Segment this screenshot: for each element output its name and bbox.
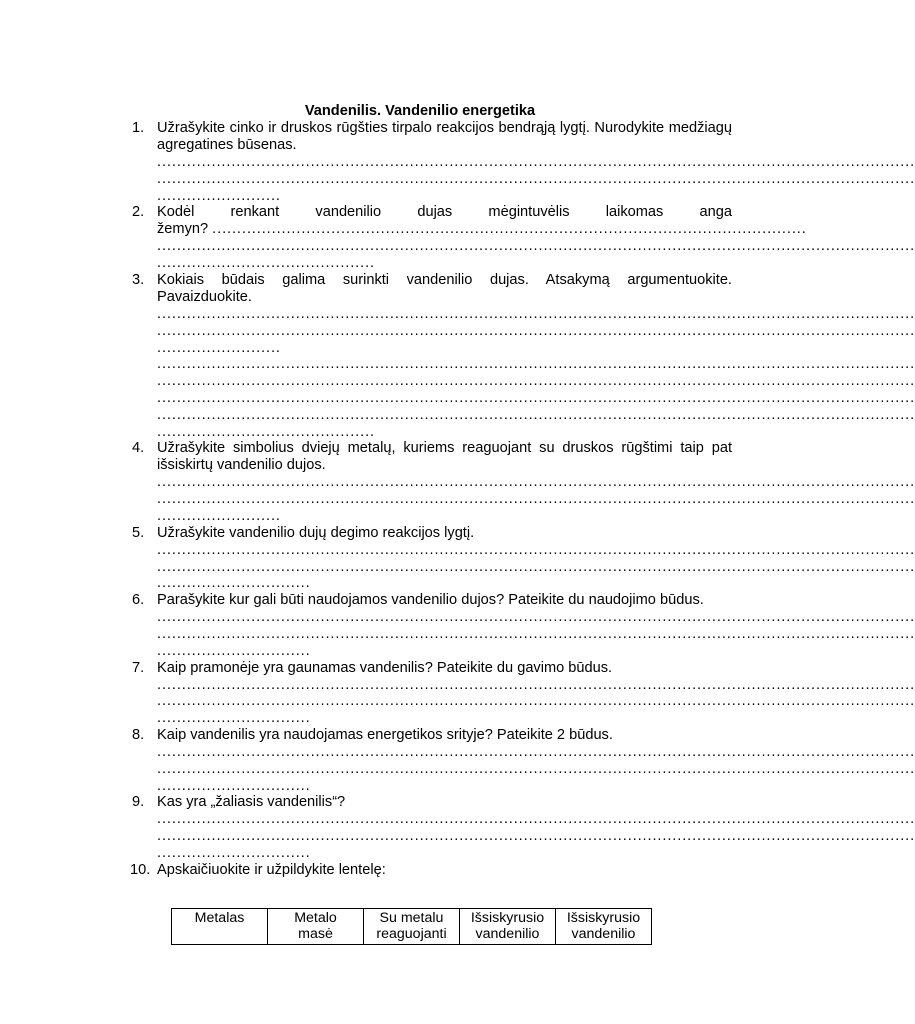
answer-line[interactable]: ......................................................................................................................................................... <box>157 170 915 187</box>
answer-line[interactable]: ......................................................................................................................................................... <box>157 389 915 406</box>
question-5 <box>132 524 915 592</box>
question-number: 2. <box>132 204 145 221</box>
answer-line[interactable]: ......................................................................................................................................................... <box>157 609 915 626</box>
answer-line[interactable]: ......................................................................................................................................................... <box>157 811 915 828</box>
question-number: 10. <box>130 861 151 878</box>
answer-line[interactable]: ......................................................................................................................................................... <box>157 373 915 390</box>
table-header-cell <box>268 909 364 945</box>
question-text: Kaip vandenilis yra naudojamas energetikos srityje? Pateikite 2 būdus. <box>157 726 613 743</box>
answer-line[interactable]: ......................................................................................................................................................... <box>157 743 915 760</box>
answer-line[interactable]: ............................... <box>157 844 311 861</box>
table-header-cell <box>364 909 460 945</box>
question-number: 7. <box>132 659 145 676</box>
question-text-continued <box>157 221 807 238</box>
answer-line[interactable]: ......................................................................................................................................................... <box>157 474 915 491</box>
question-text: Kokiais būdais galima surinkti vandenilio dujas. Atsakymą argumentuokite. Pavaizduokite. <box>157 271 732 305</box>
question-9 <box>132 794 915 861</box>
header-line: Išsiskyrusio <box>566 910 641 926</box>
header-line: Išsiskyrusio <box>470 910 545 926</box>
header-line: Metalo <box>294 910 337 926</box>
answer-line[interactable]: ......................................................................................................................................................... <box>157 558 915 575</box>
question-list <box>130 120 915 879</box>
answer-line[interactable]: ......................................................................................................................................................... <box>157 154 915 170</box>
question-number: 3. <box>132 271 145 288</box>
answer-line[interactable]: ............................... <box>157 642 311 659</box>
header-line: masė <box>298 926 333 942</box>
question-1 <box>132 120 915 204</box>
question-number: 6. <box>132 592 145 609</box>
question-text: Apskaičiuokite ir užpildykite lentelę: <box>157 861 386 878</box>
header-line: Metalas <box>194 910 245 926</box>
question-text: Parašykite kur gali būti naudojamos vandenilio dujos? Pateikite du naudojimo būdus. <box>157 592 704 609</box>
answer-line[interactable]: ......................................................................................................................................................... <box>157 356 915 373</box>
answer-line[interactable]: ......................................................................................................................................................... <box>157 693 915 710</box>
answer-line[interactable]: ......................................................................................................................................................... <box>157 305 915 322</box>
question-number: 4. <box>132 440 145 457</box>
answer-line[interactable]: ............................................ <box>157 255 376 272</box>
question-text: Užrašykite cinko ir druskos rūgšties tirpalo reakcijos bendrąją lygtį. Nurodykite medžiagų agregatines būsenas. <box>157 120 732 153</box>
table-header-cell <box>460 909 556 945</box>
answer-line-inline[interactable]: ........................................................................................................................ <box>212 221 807 238</box>
question-number: 8. <box>132 726 145 743</box>
question-7 <box>132 659 915 727</box>
question-3 <box>132 271 915 440</box>
question-4 <box>132 440 915 524</box>
question-text: Užrašykite vandenilio dujų degimo reakcijos lygtį. <box>157 524 475 541</box>
answer-line[interactable]: ......................................................................................................................................................... <box>157 625 915 642</box>
header-line: vandenilio <box>571 926 636 942</box>
answer-line[interactable]: ......................................................................................................................................................... <box>157 541 915 558</box>
answer-line[interactable]: ......................................................................................................................................................... <box>157 238 915 255</box>
answer-line[interactable]: ......................................................................................................................................................... <box>157 760 915 777</box>
answer-line[interactable]: ............................... <box>157 575 311 592</box>
question-text: Kaip pramonėje yra gaunamas vandenilis? Pateikite du gavimo būdus. <box>157 659 613 676</box>
question-10 <box>132 862 732 879</box>
question-text-end: žemyn? <box>157 221 213 238</box>
question-6 <box>132 592 915 659</box>
table-header-cell <box>172 909 268 945</box>
answer-line[interactable]: ......................... <box>157 339 281 356</box>
question-2 <box>132 204 915 272</box>
answer-line[interactable]: ............................................ <box>157 423 376 440</box>
answer-line[interactable]: ......................................................................................................................................................... <box>157 322 915 339</box>
question-8 <box>132 726 915 794</box>
question-number: 5. <box>132 524 145 541</box>
answer-line[interactable]: ......................... <box>157 187 281 204</box>
question-number: 1. <box>132 120 145 136</box>
answer-line[interactable]: ............................... <box>157 777 311 794</box>
header-line: Su metalu <box>379 910 444 926</box>
question-text: Kas yra „žaliasis vandenilis“? <box>157 794 346 811</box>
question-number: 9. <box>132 794 145 811</box>
answer-line[interactable]: ......................................................................................................................................................... <box>157 491 915 508</box>
answer-line[interactable]: ......................................................................................................................................................... <box>157 676 915 693</box>
table-header-cell <box>556 909 652 945</box>
answer-line[interactable]: ............................... <box>157 710 311 727</box>
question-text: Užrašykite simbolius dviejų metalų, kuriems reaguojant su druskos rūgštimi taip pat išsiskirtų vandenilio dujos. <box>157 440 732 474</box>
answer-line[interactable]: ......................... <box>157 507 281 524</box>
page-title: Vandenilis. Vandenilio energetika <box>304 103 536 119</box>
answer-line[interactable]: ......................................................................................................................................................... <box>157 828 915 845</box>
header-line: vandenilio <box>475 926 540 942</box>
question-text: Kodėl renkant vandenilio dujas mėgintuvėlis laikomas anga <box>157 204 732 221</box>
results-table <box>171 908 652 945</box>
answer-line[interactable]: ......................................................................................................................................................... <box>157 406 915 423</box>
table-header-row <box>172 909 652 945</box>
header-line: reaguojanti <box>376 926 447 942</box>
